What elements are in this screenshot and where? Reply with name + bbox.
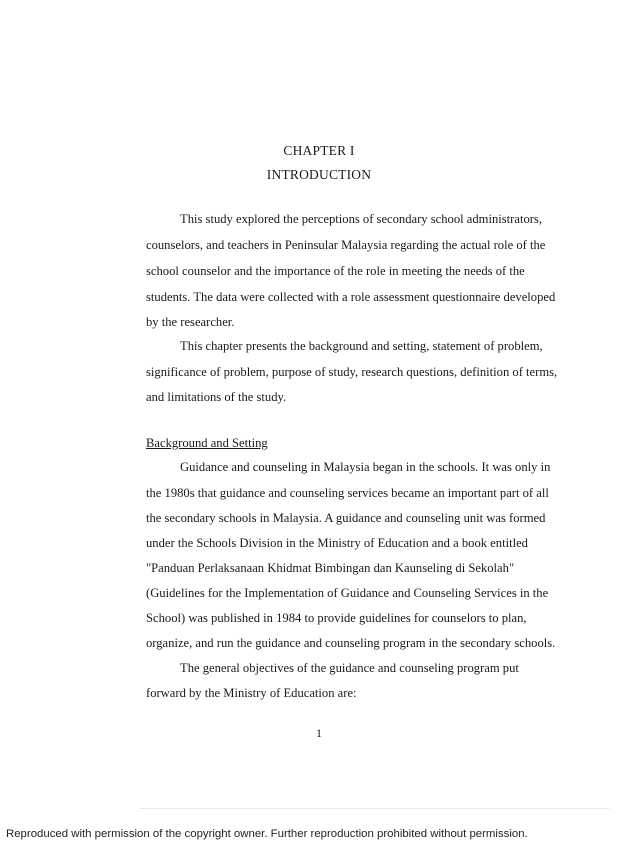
text-line: The general objectives of the guidance and counseling program put — [180, 661, 519, 675]
text-line: school counselor and the importance of the role in meeting the needs of the — [146, 264, 525, 278]
text-line: (Guidelines for the Implementation of Guidance and Counseling Services in the — [146, 586, 549, 600]
copyright-footer: Reproduced with permission of the copyright owner. Further reproduction prohibited without permission. — [6, 828, 528, 840]
scan-artifact-line — [140, 808, 610, 813]
chapter-title: INTRODUCTION — [266, 167, 372, 182]
text-line: This study explored the perceptions of secondary school administrators, — [180, 212, 542, 226]
text-line: the secondary schools in Malaysia. A guidance and counseling unit was formed — [146, 511, 546, 525]
text-line: forward by the Ministry of Education are: — [146, 686, 357, 700]
text-line: Guidance and counseling in Malaysia began in the schools. It was only in — [180, 460, 551, 474]
text-line: by the researcher. — [146, 315, 235, 329]
text-line: organize, and run the guidance and counseling program in the secondary schools. — [146, 636, 556, 650]
text-line: students. The data were collected with a role assessment questionnaire developed — [146, 290, 556, 304]
text-line: the 1980s that guidance and counseling services became an important part of all — [146, 486, 549, 500]
text-line: counselors, and teachers in Peninsular Malaysia regarding the actual role of the — [146, 238, 546, 252]
text-line: under the Schools Division in the Ministry of Education and a book entitled — [146, 536, 528, 550]
chapter-number: CHAPTER I — [283, 143, 355, 158]
page-number: 1 — [316, 726, 322, 740]
text-line: and limitations of the study. — [146, 390, 287, 404]
text-line: "Panduan Perlaksanaan Khidmat Bimbingan dan Kaunseling di Sekolah" — [146, 561, 515, 575]
text-line: This chapter presents the background and setting, statement of problem, — [180, 339, 543, 353]
text-line: School) was published in 1984 to provide guidelines for counselors to plan, — [146, 611, 527, 625]
section-heading: Background and Setting — [146, 436, 268, 450]
text-line: significance of problem, purpose of study, research questions, definition of terms, — [146, 365, 558, 379]
